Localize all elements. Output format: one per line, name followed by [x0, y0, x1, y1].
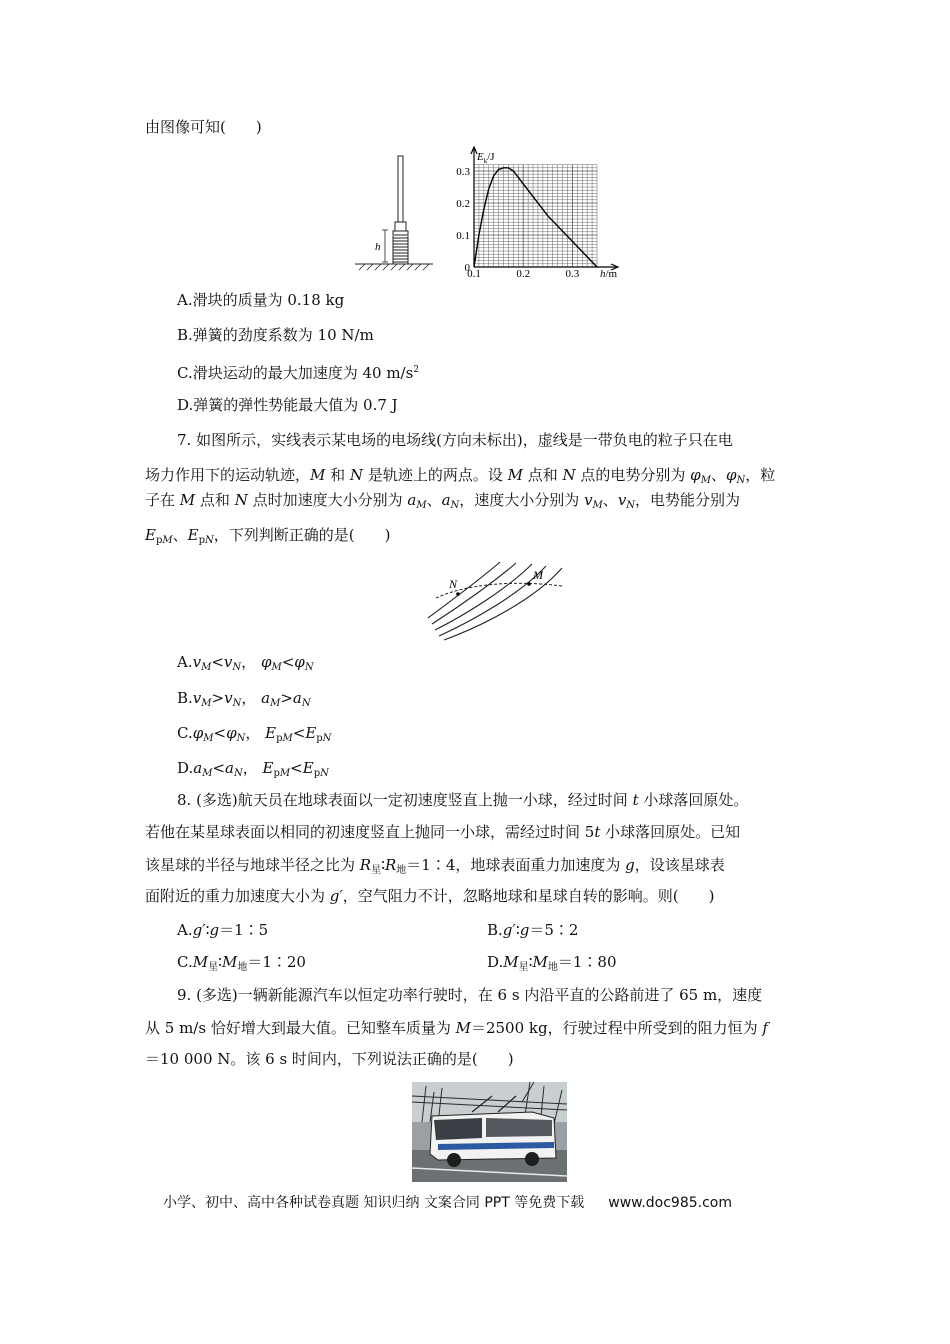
q9-line-3: ＝10 000 N。该 6 s 时间内，下列说法正确的是( ) [145, 1050, 514, 1068]
q7-option-d: $D.a_M<a_N$， $E_{pM}<E_{pN}$ [177, 759, 329, 779]
y-tick-label: 0.1 [456, 230, 470, 242]
q6-option-c: C.滑块运动的最大加速度为 40 $m/s^2$ [177, 364, 420, 382]
q7-line-4: $E_{pM}$、$E_{pN}$，下列判断正确的是( ) [145, 526, 391, 546]
q7-line-3: 子在 M 点和 N 点时加速度大小分别为 $a_M$、$a_N$，速度大小分别为 $v_M$、$v_N$，电势能分别为 [145, 491, 741, 511]
footer-text: 小学、初中、高中各种试卷真题 知识归纳 文案合同 PPT 等免费下载 [163, 1195, 585, 1211]
q8-option-a: A.g′∶g＝1∶5 [177, 921, 269, 939]
electric-field-figure [422, 560, 572, 642]
q9-line-1: 9. (多选)一辆新能源汽车以恒定功率行驶时，在 6 s 内沿平直的公路前进了 65 m，速度 [177, 986, 763, 1004]
q6-option-d: D.弹簧的弹性势能最大值为 0.7 J [177, 396, 398, 414]
y-tick-label: 0.2 [456, 198, 470, 210]
field-N-label: N [449, 577, 458, 591]
q7-line-2: 场力作用下的运动轨迹，M 和 N 是轨迹上的两点。设 M 点和 N 点的电势分别为 $\varphi_M$、$\varphi_N$，粒 [145, 466, 776, 486]
q8-option-b: B.g′∶g＝5∶2 [487, 921, 579, 939]
q6-option-a: A.滑块的质量为 0.18 kg [177, 291, 345, 309]
y-tick-label: 0 [464, 262, 470, 274]
q8-line-2: 若他在某星球表面以相同的初速度竖直上抛同一小球，需经过时间 5t 小球落回原处。已知 [145, 823, 741, 841]
ek-h-chart [445, 145, 630, 280]
q6-option-b: B.弹簧的劲度系数为 10 N/m [177, 326, 374, 344]
bus-photo [412, 1082, 567, 1182]
chart-axes [471, 147, 618, 270]
q8-line-3: 该星球的半径与地球半径之比为 $R_星∶R_地=1∶4$，地球表面重力加速度为 g，设该星球表 [145, 856, 725, 876]
q7-line-1: 7. 如图所示，实线表示某电场的电场线(方向未标出)，虚线是一带负电的粒子只在电 [177, 431, 733, 449]
page-footer [163, 1192, 732, 1212]
x-tick-label: 0.1 [467, 268, 481, 280]
chart-ylabel: $E_k/J$ [477, 151, 495, 165]
y-tick-label: 0.3 [456, 166, 470, 178]
q7-option-c: $C.\varphi_M<\varphi_N$， $E_{pM}<E_{pN}$ [177, 724, 332, 744]
ek-curve [474, 168, 597, 267]
x-tick-label: 0.3 [565, 268, 580, 280]
q8-line-1: 8. (多选)航天员在地球表面以一定初速度竖直上抛一小球，经过时间 t 小球落回原处。 [177, 791, 749, 809]
q7-option-a: $A.v_M<v_N$， $\varphi_M<\varphi_N$ [177, 653, 314, 673]
q7-option-b: $B.v_M>v_N$， $a_M>a_N$ [177, 689, 311, 709]
q8-option-c: $C.M_星∶M_地=1∶20$ [177, 953, 306, 973]
q9-line-2: 从 5 m/s 恰好增大到最大值。已知整车质量为 M＝2500 kg，行驶过程中所受到的阻力恒为 f [145, 1019, 768, 1037]
chart-xlabel: h/m [600, 268, 618, 280]
q8-option-d: $D.M_星∶M_地=1∶80$ [487, 953, 617, 973]
footer-url[interactable]: www.doc985.com [608, 1195, 732, 1211]
spring-h-label: h [375, 241, 381, 253]
intro-text: 由图像可知( ) [145, 118, 262, 136]
spring-figure [355, 150, 440, 272]
q8-line-4: 面附近的重力加速度大小为 g′，空气阻力不计，忽略地球和星球自转的影响。则( ) [145, 887, 715, 905]
field-M-label: M [533, 568, 543, 582]
x-tick-label: 0.2 [516, 268, 531, 280]
